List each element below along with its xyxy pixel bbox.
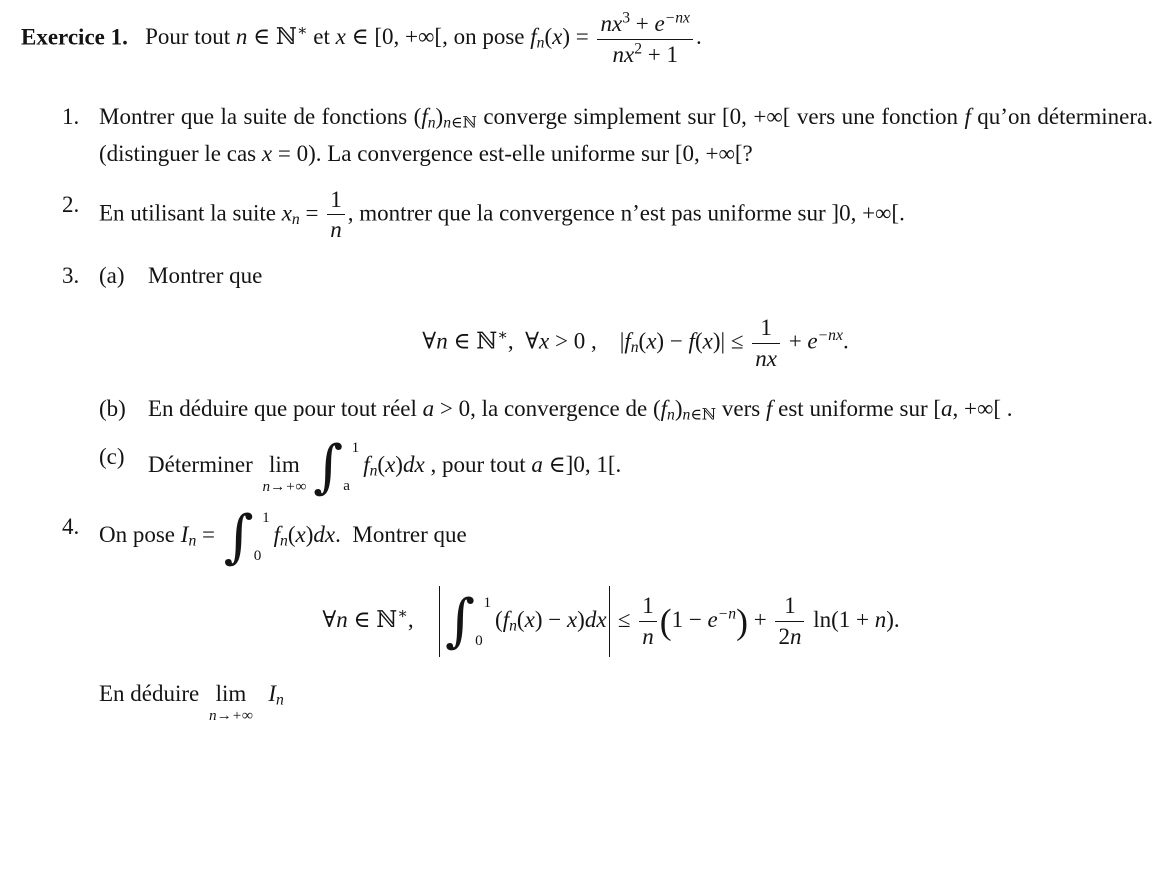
text-run bbox=[597, 10, 693, 40]
text-run: I bbox=[180, 522, 189, 548]
text-run: . bbox=[842, 328, 849, 354]
text-run: n bbox=[874, 606, 887, 632]
text-run: nx bbox=[755, 345, 777, 371]
text-run bbox=[254, 508, 270, 566]
text-run: x bbox=[539, 328, 550, 354]
text-run: ∈ℕ bbox=[451, 114, 477, 132]
text-run: x bbox=[261, 141, 273, 167]
text-run: Montrer que bbox=[148, 262, 263, 288]
text-run bbox=[597, 40, 693, 69]
text-run bbox=[775, 592, 804, 622]
text-run: f bbox=[660, 396, 668, 422]
text-run: x bbox=[646, 328, 657, 354]
text-run: f bbox=[624, 328, 631, 354]
limit-subscript: n→+∞ bbox=[262, 477, 307, 495]
text-run: n bbox=[276, 691, 284, 709]
text-run: ) bbox=[577, 606, 585, 632]
item-2 bbox=[21, 186, 1153, 244]
text-run: f bbox=[421, 104, 428, 130]
text-run: . bbox=[696, 24, 702, 50]
integral-sign: ∫ bbox=[313, 432, 344, 500]
text-run: ) bbox=[435, 104, 444, 130]
text-run: = 0). La convergence est-elle uniforme sur [0, +∞[? bbox=[272, 141, 753, 167]
vertical-bar bbox=[609, 586, 611, 657]
text-run: n bbox=[667, 406, 675, 424]
exercise-label: Exercice 1. bbox=[21, 24, 128, 50]
integral bbox=[445, 587, 492, 655]
text-run: . Montrer que bbox=[335, 522, 467, 548]
text-run: x bbox=[524, 606, 535, 632]
text-run: et bbox=[307, 24, 336, 50]
text-run: n bbox=[536, 34, 545, 52]
text-run: 1 bbox=[760, 315, 772, 341]
text-run: x bbox=[385, 451, 396, 477]
text-run: e bbox=[654, 11, 665, 36]
integral-lower-limit: 0 bbox=[475, 631, 483, 649]
text-run: ∗ bbox=[497, 326, 508, 344]
text-run: x bbox=[335, 24, 346, 50]
text-run: −nx bbox=[664, 9, 690, 27]
item-4 bbox=[21, 503, 1153, 724]
text-run: ( bbox=[377, 451, 386, 477]
text-run: ( bbox=[495, 606, 503, 632]
text-run: n bbox=[235, 24, 248, 50]
text-run: 1 bbox=[642, 593, 654, 619]
text-run bbox=[327, 215, 345, 244]
text-run: −nx bbox=[817, 326, 843, 344]
exercise-header bbox=[21, 10, 1153, 68]
text-run: x bbox=[552, 24, 563, 50]
text-run: 1 bbox=[330, 186, 342, 212]
text-run bbox=[683, 407, 717, 424]
text-run: ( bbox=[287, 522, 296, 548]
text-run: dx bbox=[313, 522, 336, 548]
text-run: Déterminer bbox=[148, 451, 259, 477]
integral-sign: ∫ bbox=[445, 587, 476, 655]
text-run: = bbox=[196, 522, 221, 548]
text-run: n bbox=[188, 532, 197, 550]
text-run: e bbox=[807, 328, 818, 354]
text-run: n bbox=[436, 328, 448, 354]
limit-word: lim bbox=[215, 680, 247, 706]
text-run: f bbox=[363, 451, 370, 477]
text-run: + bbox=[782, 328, 808, 354]
integral bbox=[313, 432, 360, 500]
text-run: n bbox=[336, 606, 348, 632]
text-run: ∗ bbox=[397, 604, 408, 622]
text-run: )| ≤ bbox=[712, 328, 750, 354]
item-3 bbox=[21, 257, 1153, 500]
text-run: n bbox=[291, 210, 300, 228]
text-run: n bbox=[789, 623, 802, 649]
text-run: ln(1 + bbox=[807, 606, 875, 632]
text-run: vers bbox=[716, 396, 766, 422]
text-run: f bbox=[688, 328, 695, 354]
text-run: ∈ ℕ bbox=[247, 24, 297, 50]
item-3c-tag: (c) bbox=[99, 443, 125, 469]
text-run: n bbox=[443, 114, 452, 132]
text-run: n bbox=[330, 217, 342, 243]
text-run: f bbox=[273, 522, 281, 548]
item-2-number: 2. bbox=[62, 191, 80, 217]
text-run: a bbox=[941, 396, 953, 422]
item-3a-tag: (a) bbox=[99, 262, 125, 288]
text-run: En déduire bbox=[99, 680, 206, 706]
text-run: En déduire que pour tout réel bbox=[148, 396, 423, 422]
text-run: f bbox=[766, 396, 773, 422]
text-run bbox=[752, 344, 780, 373]
text-run: ∈ ℕ bbox=[347, 606, 398, 632]
text-run: ( bbox=[638, 328, 647, 354]
text-run: , montrer que la convergence n’est pas uniforme sur ]0, +∞[. bbox=[347, 200, 905, 226]
text-run bbox=[443, 115, 477, 132]
text-run: > 0 , | bbox=[549, 328, 625, 354]
item-1-text bbox=[99, 98, 1153, 173]
text-run: + bbox=[630, 11, 655, 36]
limit bbox=[262, 453, 306, 495]
text-run: a bbox=[422, 396, 435, 422]
integral bbox=[223, 503, 270, 571]
text-run: converge simplement sur [0, +∞[ vers une fonction bbox=[476, 104, 965, 130]
text-run: n bbox=[630, 338, 639, 356]
text-run bbox=[257, 681, 269, 706]
equation-3a bbox=[118, 314, 1153, 372]
text-run: ) − bbox=[656, 328, 689, 354]
item-4-number: 4. bbox=[62, 514, 80, 540]
text-run: ) − bbox=[534, 606, 567, 632]
item-1-number: 1. bbox=[62, 104, 80, 130]
integral-sign: ∫ bbox=[223, 503, 254, 571]
text-run: 1 bbox=[784, 593, 796, 619]
text-run: ( bbox=[516, 606, 525, 632]
big-paren: ( bbox=[659, 600, 672, 641]
item-3c bbox=[99, 432, 1153, 500]
text-run: n bbox=[280, 532, 288, 550]
text-run bbox=[475, 592, 491, 650]
text-run: ) = bbox=[562, 24, 595, 50]
text-run bbox=[775, 622, 804, 651]
text-run: ∈ ℕ bbox=[447, 328, 498, 354]
text-run: 1 − bbox=[671, 606, 708, 632]
vertical-bar bbox=[439, 586, 441, 657]
fraction bbox=[775, 592, 804, 650]
text-run: 3 bbox=[622, 9, 630, 27]
text-run: f bbox=[964, 104, 971, 130]
text-run: f bbox=[502, 606, 510, 632]
text-run: On pose bbox=[99, 522, 181, 548]
item-1 bbox=[21, 98, 1153, 173]
integral-lower-limit: 0 bbox=[253, 547, 262, 565]
text-run: e bbox=[707, 606, 718, 632]
text-run: I bbox=[268, 680, 276, 706]
text-run bbox=[327, 186, 345, 216]
text-run: ∀ bbox=[422, 328, 437, 354]
text-run: , pour tout bbox=[424, 451, 532, 477]
text-run: n bbox=[427, 114, 436, 132]
item-3c-text bbox=[148, 432, 1153, 500]
text-run: + bbox=[748, 606, 773, 632]
integral-upper-limit: 1 bbox=[351, 438, 360, 456]
item-3-number: 3. bbox=[62, 262, 80, 288]
text-run: , +∞[ . bbox=[952, 396, 1013, 422]
text-run: x bbox=[281, 200, 292, 226]
integral-upper-limit: 1 bbox=[262, 509, 270, 527]
text-run bbox=[639, 622, 657, 651]
text-run: 2 bbox=[778, 623, 790, 649]
text-run bbox=[752, 314, 780, 344]
text-run: dx bbox=[584, 606, 607, 632]
text-run: , bbox=[407, 606, 437, 632]
fraction bbox=[639, 592, 657, 650]
text-run bbox=[343, 438, 359, 496]
item-3b-text bbox=[148, 390, 1153, 427]
text-run: ) bbox=[674, 396, 683, 422]
big-paren: ) bbox=[736, 600, 748, 641]
text-run: ∗ bbox=[296, 22, 308, 40]
item-3a bbox=[99, 257, 1153, 372]
text-run: Montrer que la suite de fonctions ( bbox=[99, 104, 422, 130]
fraction bbox=[597, 10, 693, 68]
text-run: x bbox=[702, 328, 713, 354]
item-3b bbox=[99, 390, 1153, 427]
text-run: ≤ bbox=[612, 606, 637, 632]
text-run: ∈ℕ bbox=[690, 406, 717, 424]
exercise-intro bbox=[133, 9, 702, 67]
text-run: −n bbox=[717, 604, 737, 622]
text-run: a bbox=[531, 451, 543, 477]
text-run: n bbox=[642, 623, 654, 649]
item-4-conclusion bbox=[99, 675, 1153, 724]
text-run: , ∀ bbox=[507, 328, 540, 354]
text-run: nx bbox=[612, 41, 635, 67]
text-run: est uniforme sur [ bbox=[772, 396, 942, 422]
text-run: x bbox=[566, 606, 578, 632]
integral-upper-limit: 1 bbox=[483, 593, 492, 611]
item-3b-tag: (b) bbox=[99, 396, 126, 422]
text-run: dx bbox=[402, 451, 425, 477]
limit-subscript: n→+∞ bbox=[209, 707, 253, 724]
item-3a-text bbox=[148, 257, 1153, 294]
text-run: n bbox=[369, 462, 378, 480]
text-run: qu’on déterminera. (distinguer le cas bbox=[99, 104, 1153, 167]
text-run: ( bbox=[544, 24, 553, 50]
limit-word: lim bbox=[269, 451, 300, 477]
item-2-text bbox=[99, 186, 1153, 244]
text-run: + 1 bbox=[642, 41, 678, 67]
text-run: > 0, la convergence de ( bbox=[434, 396, 661, 422]
item-4-text bbox=[99, 503, 1153, 571]
text-run: nx bbox=[600, 11, 623, 36]
text-run bbox=[639, 592, 657, 622]
text-run: n bbox=[682, 406, 691, 424]
text-run: f bbox=[530, 24, 537, 50]
text-run: ( bbox=[694, 328, 703, 354]
fraction bbox=[327, 186, 345, 244]
text-run: ∀ bbox=[322, 606, 337, 632]
text-run: ). bbox=[886, 606, 900, 632]
text-run: 2 bbox=[634, 40, 642, 57]
text-run: = bbox=[299, 200, 325, 226]
fraction bbox=[752, 314, 780, 372]
text-run: Pour tout bbox=[133, 24, 236, 50]
text-run: ) bbox=[305, 522, 314, 548]
text-run: n bbox=[509, 616, 517, 634]
text-run: ∈ [0, +∞[, on pose bbox=[345, 24, 531, 50]
limit bbox=[209, 682, 253, 724]
integral-lower-limit: a bbox=[343, 476, 350, 494]
text-run: En utilisant la suite bbox=[99, 200, 282, 226]
equation-4 bbox=[69, 586, 1153, 657]
text-run: ) bbox=[395, 451, 403, 477]
text-run: x bbox=[295, 522, 306, 548]
text-run: ∈]0, 1[. bbox=[542, 451, 622, 477]
